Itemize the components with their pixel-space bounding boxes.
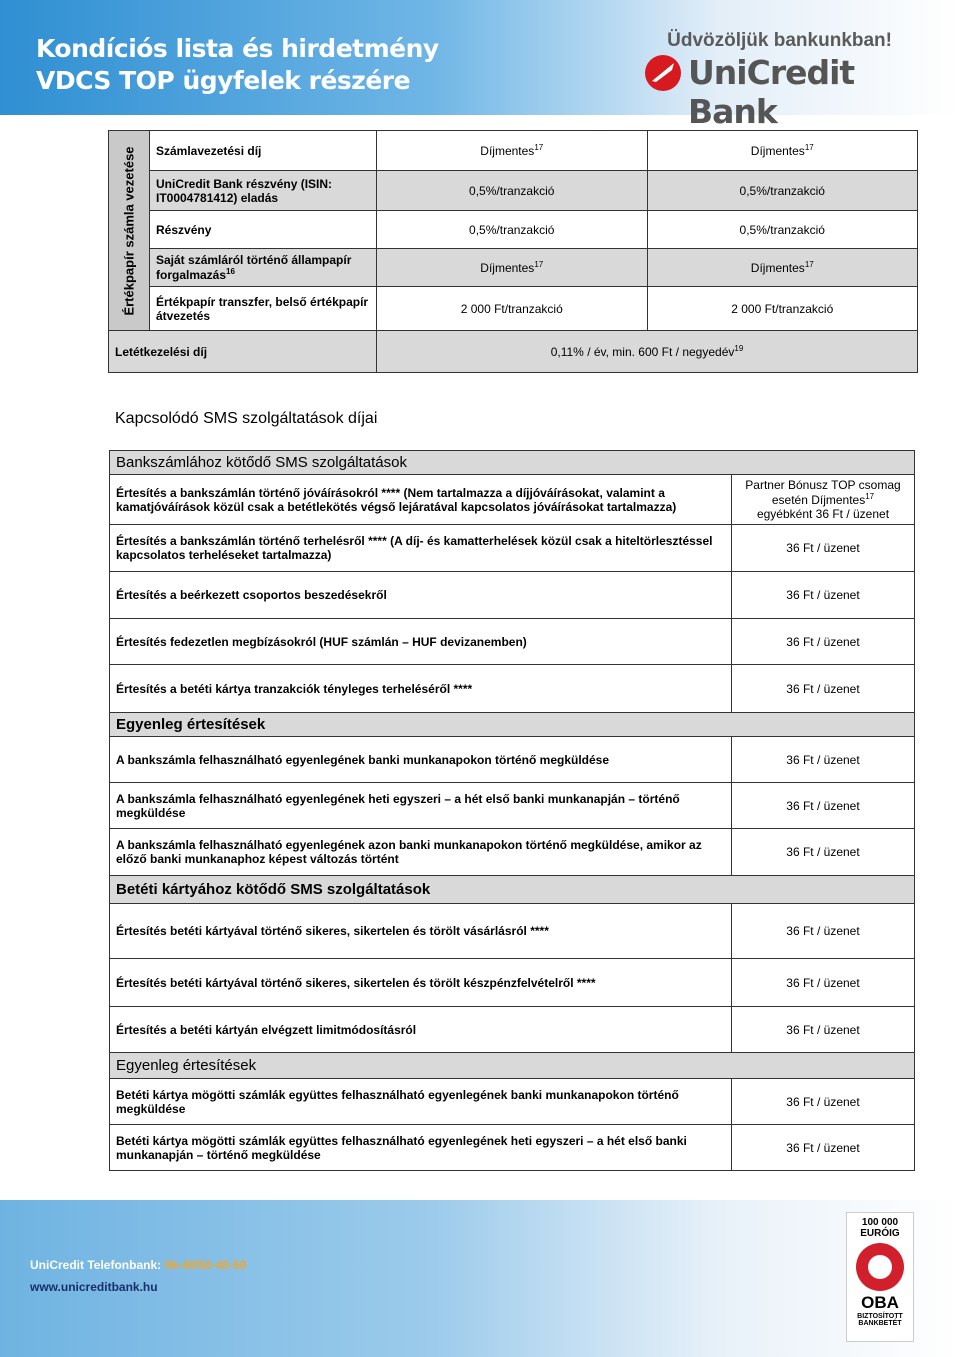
- value-cell: 0,5%/tranzakció: [647, 211, 918, 249]
- row-label: A bankszámla felhasználható egyenlegének azon banki munkanapokon történő megküldése, amikor az előző banki munkanaphoz képest változás történt: [110, 829, 732, 876]
- oba-ring-icon: [856, 1243, 904, 1291]
- sms-fee-table: [109, 450, 915, 1171]
- value-cell: 0,5%/tranzakció: [377, 171, 648, 211]
- table-row: [110, 783, 915, 829]
- value-cell: Díjmentes$^{17}$: [647, 249, 918, 287]
- bank-name: UniCredit Bank: [688, 53, 855, 131]
- table-row: [110, 572, 915, 619]
- table-row: [110, 1079, 915, 1125]
- value-cell: 36 Ft / üzenet: [732, 1079, 915, 1125]
- row-label: Értesítés betéti kártyával történő sikeres, sikertelen és törölt készpénzfelvételről ****: [110, 959, 732, 1007]
- row-label: A bankszámla felhasználható egyenlegének banki munkanapokon történő megküldése: [110, 737, 732, 783]
- table-row: [109, 249, 918, 287]
- table-row: [110, 525, 915, 572]
- table-row: [109, 287, 918, 331]
- website-link[interactable]: www.unicreditbank.hu: [30, 1280, 158, 1294]
- value-cell: 2 000 Ft/tranzakció: [647, 287, 918, 331]
- row-label: Értesítés betéti kártyával történő sikeres, sikertelen és törölt vásárlásról ****: [110, 904, 732, 959]
- row-label: Értesítés a betéti kártyán elvégzett limitmódosításról: [110, 1007, 732, 1053]
- table-row: [110, 475, 915, 525]
- custody-fee-row: [109, 331, 918, 373]
- value-cell: 0,5%/tranzakció: [647, 171, 918, 211]
- document-title-line1: Kondíciós lista és hirdetmény: [36, 34, 439, 63]
- custody-value: 0,11% / év, min. 600 Ft / negyedév$^{19}$: [377, 331, 918, 373]
- oba-amount: 100 000: [861, 1217, 899, 1228]
- row-label: Értesítés a bankszámlán történő terhelésről **** (A díj- és kamatterhelések közül csak a hiteltörlesztéssel kapcsolatos terheléseket tartalmazza): [110, 525, 732, 572]
- telefonbank-info: [30, 1258, 247, 1272]
- value-cell: 36 Ft / üzenet: [732, 572, 915, 619]
- row-label: Értesítés a bankszámlán történő jóváírásokról **** (Nem tartalmazza a díjjóváírásokat, valamint a kamatjóváírások közül csak a betétlekötés végső lejáratával kapcsolatos jóváírásokat tartalmazza): [110, 475, 732, 525]
- page-header: [0, 0, 960, 131]
- oba-badge: [846, 1212, 914, 1342]
- table-row: [110, 1007, 915, 1053]
- oba-text2: BANKBETÉT: [858, 1320, 902, 1327]
- value-cell: 36 Ft / üzenet: [732, 959, 915, 1007]
- value-cell: 36 Ft / üzenet: [732, 619, 915, 665]
- value-cell: 36 Ft / üzenet: [732, 665, 915, 713]
- row-label: Részvény: [150, 211, 377, 249]
- row-label: Értékpapír transzfer, belső értékpapír átvezetés: [150, 287, 377, 331]
- row-label: Betéti kártya mögötti számlák együttes felhasználható egyenlegének heti egyszeri – a hét első banki munkanapján – történő megküldése: [110, 1125, 732, 1171]
- oba-name: OBA: [861, 1293, 899, 1312]
- row-label: Értesítés fedezetlen megbízásokról (HUF számlán – HUF devizanemben): [110, 619, 732, 665]
- table-row: [109, 211, 918, 249]
- section-header: Betéti kártyához kötődő SMS szolgáltatások: [110, 876, 915, 904]
- table-row: [110, 619, 915, 665]
- table-row: [110, 904, 915, 959]
- value-cell: Díjmentes$^{17}$: [647, 131, 918, 171]
- row-label: Betéti kártya mögötti számlák együttes felhasználható egyenlegének banki munkanapokon történő megküldése: [110, 1079, 732, 1125]
- unicredit-logo: [642, 52, 942, 131]
- value-cell: Partner Bónusz TOP csomag esetén Díjmentes$^{17}$ egyébként 36 Ft / üzenet: [732, 475, 915, 525]
- sms-section-title: Kapcsolódó SMS szolgáltatások díjai: [115, 410, 378, 427]
- table-row: [110, 737, 915, 783]
- value-cell: Díjmentes$^{17}$: [377, 131, 648, 171]
- value-cell: 36 Ft / üzenet: [732, 904, 915, 959]
- table-row: [110, 829, 915, 876]
- section-header: Egyenleg értesítések: [110, 713, 915, 737]
- value-cell: 36 Ft / üzenet: [732, 1125, 915, 1171]
- row-label: Saját számláról történő állampapír forgalmazás$^{16}$: [150, 249, 377, 287]
- row-label: A bankszámla felhasználható egyenlegének heti egyszeri – a hét első banki munkanapján – történő megküldése: [110, 783, 732, 829]
- welcome-text: Üdvözöljük bankunkban!: [667, 30, 892, 51]
- telefonbank-label: UniCredit Telefonbank:: [30, 1258, 162, 1272]
- value-cell: Díjmentes$^{17}$: [377, 249, 648, 287]
- document-title-line2: VDCS TOP ügyfelek részére: [36, 66, 411, 95]
- value-cell: 0,5%/tranzakció: [377, 211, 648, 249]
- table-row: [110, 1125, 915, 1171]
- row-label: UniCredit Bank részvény (ISIN: IT0004781412) eladás: [150, 171, 377, 211]
- value-cell: 36 Ft / üzenet: [732, 1007, 915, 1053]
- row-label: Értesítés a beérkezett csoportos beszedésekről: [110, 572, 732, 619]
- value-cell: 2 000 Ft/tranzakció: [377, 287, 648, 331]
- custody-label: Letétkezelési díj: [109, 331, 377, 373]
- table-row: [110, 959, 915, 1007]
- value-cell: 36 Ft / üzenet: [732, 783, 915, 829]
- table-row: [109, 171, 918, 211]
- oba-currency: EURÓIG: [860, 1228, 900, 1239]
- value-cell: 36 Ft / üzenet: [732, 829, 915, 876]
- securities-fee-table: [108, 130, 918, 373]
- value-cell: 36 Ft / üzenet: [732, 737, 915, 783]
- value-cell: 36 Ft / üzenet: [732, 525, 915, 572]
- unicredit-logo-icon: [644, 54, 682, 92]
- row-label: Értesítés a betéti kártya tranzakciók tényleges terheléséről ****: [110, 665, 732, 713]
- telefonbank-number: 06-40/50-40-50: [164, 1258, 247, 1272]
- oba-text1: BIZTOSÍTOTT: [857, 1313, 903, 1320]
- section-label-cell: [109, 131, 150, 331]
- table-row: [109, 131, 918, 171]
- table-row: [110, 665, 915, 713]
- section-header: Egyenleg értesítések: [110, 1053, 915, 1079]
- row-label: Számlavezetési díj: [150, 131, 377, 171]
- section-header: Bankszámlához kötődő SMS szolgáltatások: [110, 451, 915, 475]
- page-footer: [0, 1200, 960, 1357]
- securities-section-label: Értékpapír számla vezetése: [121, 145, 137, 316]
